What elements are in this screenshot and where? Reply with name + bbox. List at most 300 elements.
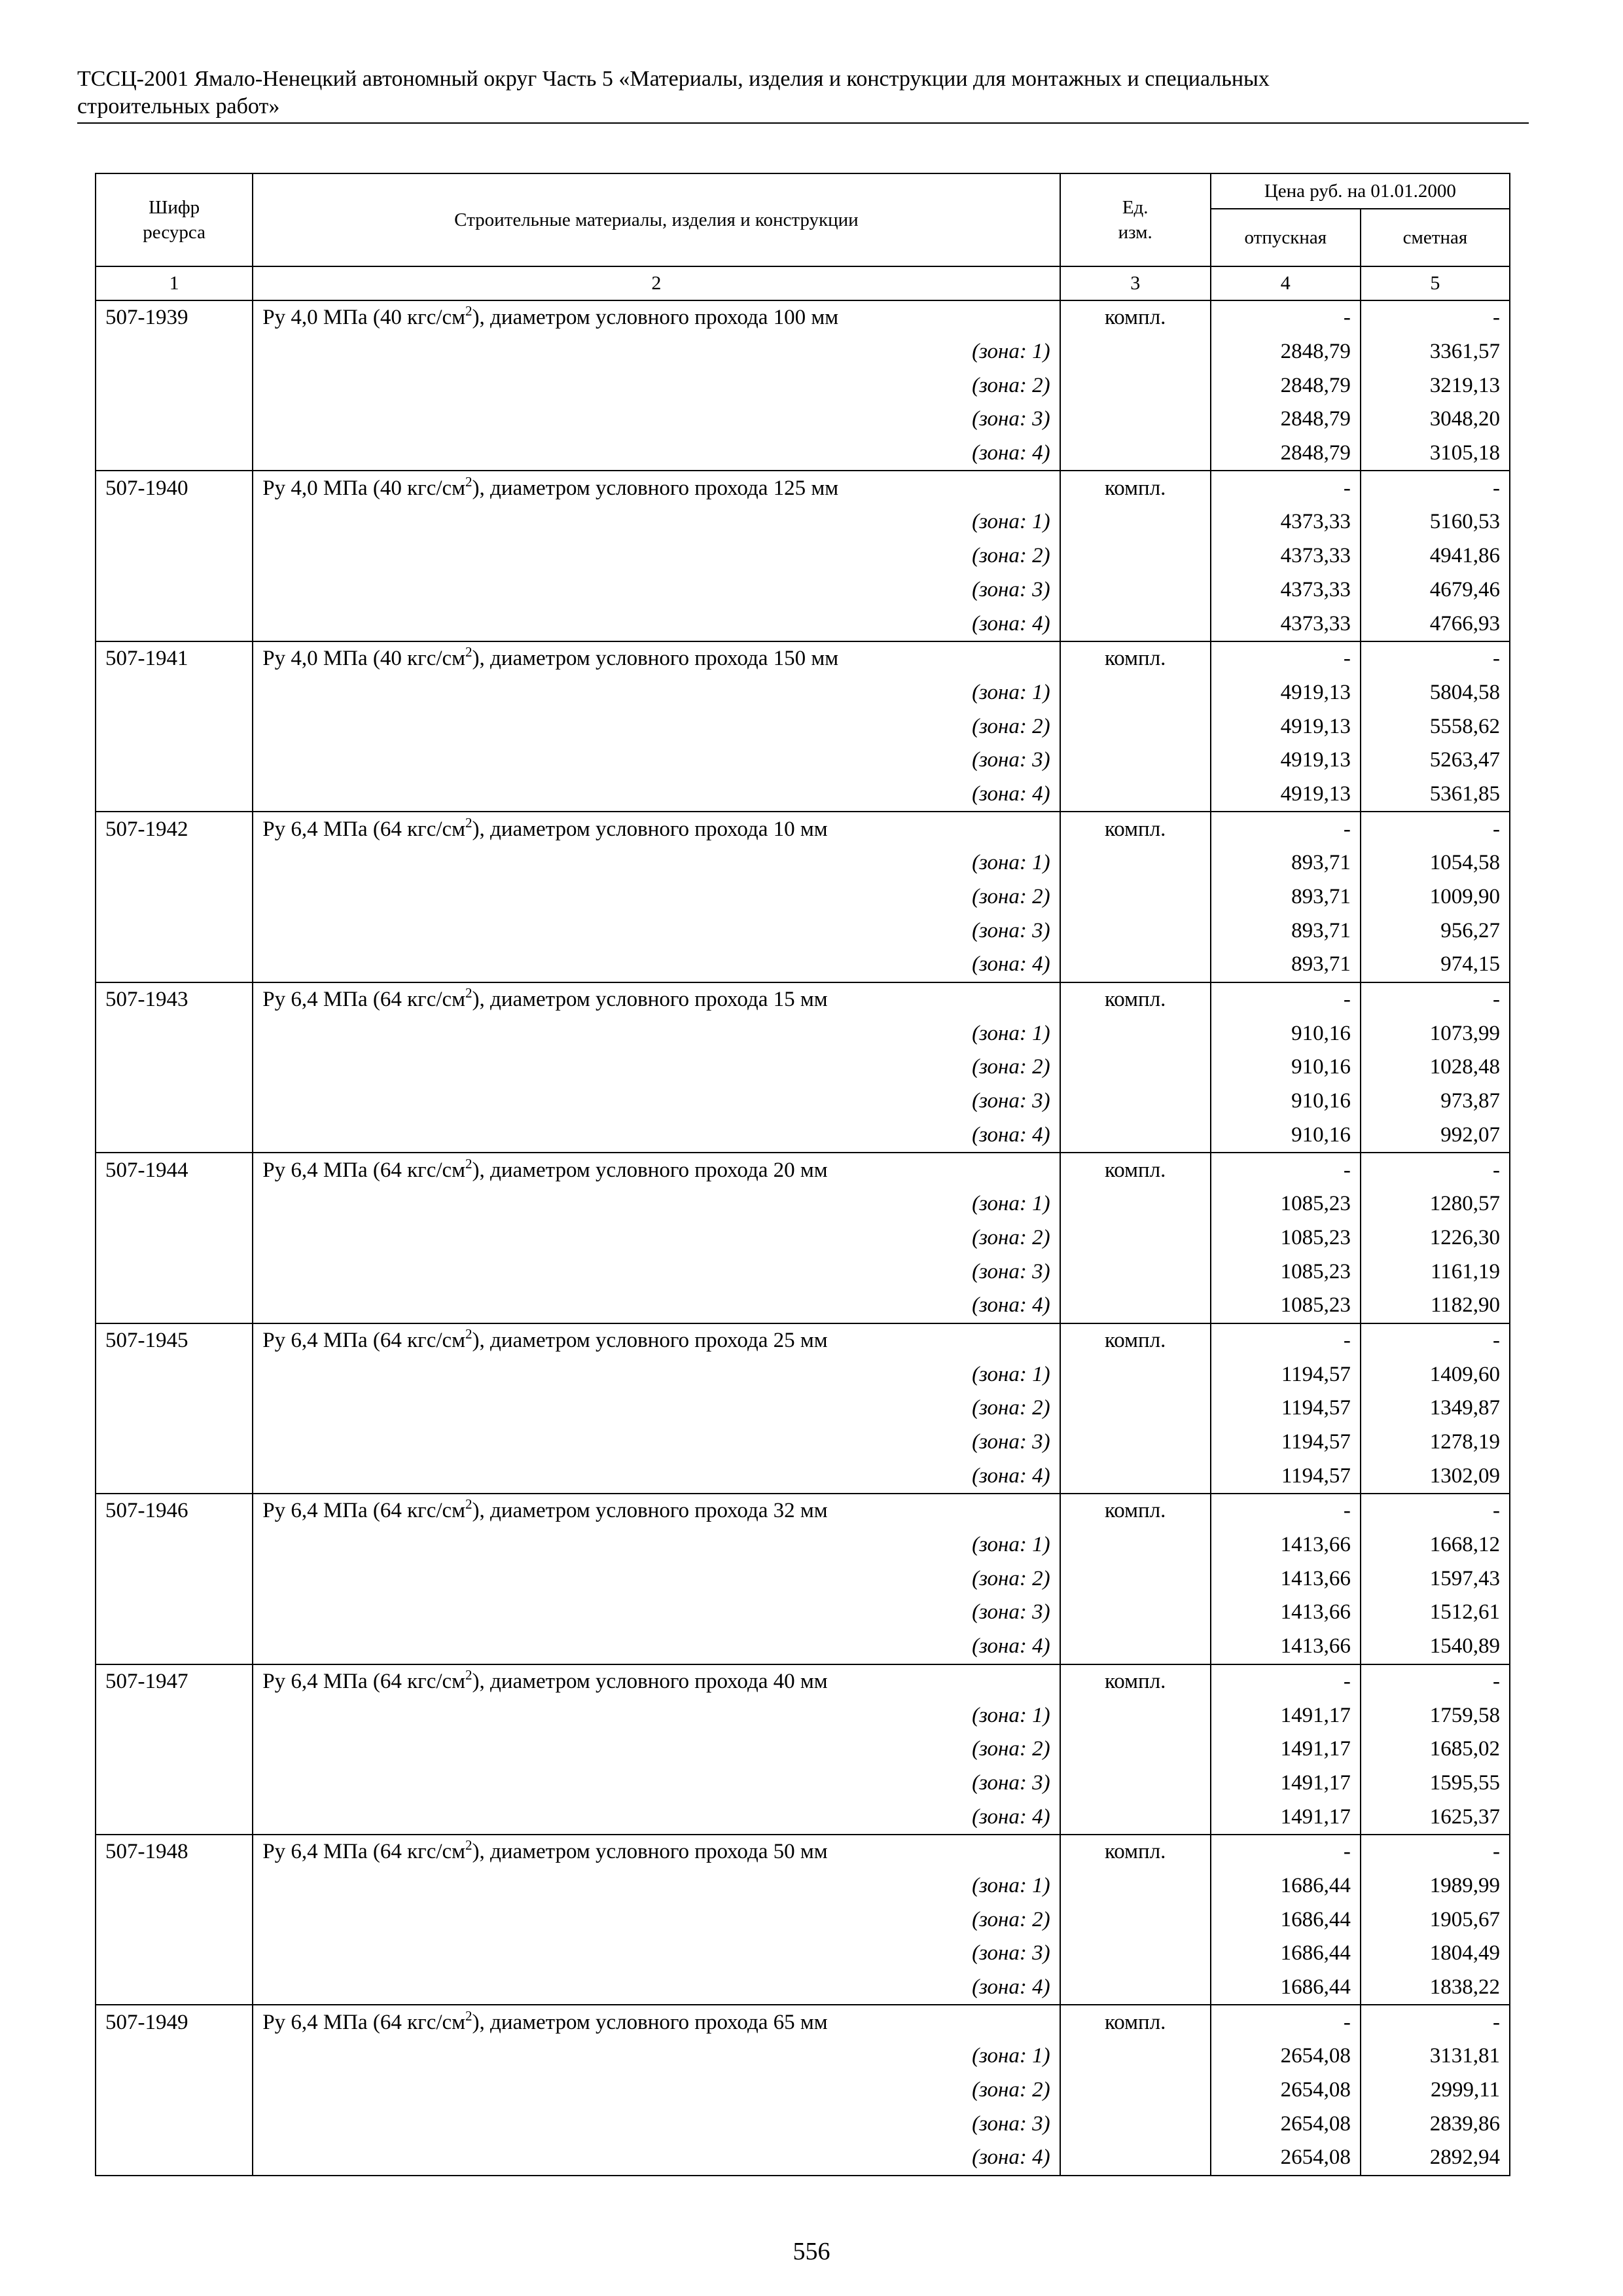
release-price: 1085,23: [1211, 1255, 1361, 1289]
description-prefix: Ру 4,0 МПа (40 кгс/см: [262, 476, 466, 500]
resource-code: 507-1940: [96, 471, 253, 505]
table-row: [96, 2107, 1510, 2141]
table-row: [96, 573, 1510, 607]
table-row: [96, 948, 1510, 982]
table-row: [96, 335, 1510, 369]
zone-label: (зона: 1): [253, 676, 1060, 710]
estimate-price: 1804,49: [1361, 1937, 1510, 1971]
release-price: -: [1211, 1494, 1361, 1528]
estimate-price: 1349,87: [1361, 1391, 1510, 1426]
resource-code-empty: [96, 1426, 253, 1460]
col-number: 5: [1361, 266, 1510, 300]
header-line-1: ТССЦ-2001 Ямало-Ненецкий автономный округ Часть 5 «Материалы, изделия и конструкции для монтажных и специальных: [77, 67, 1270, 91]
unit-empty: [1060, 1426, 1211, 1460]
estimate-price: 5558,62: [1361, 709, 1510, 744]
unit-empty: [1060, 846, 1211, 880]
table-row: [96, 505, 1510, 539]
unit-of-measure: компл.: [1060, 641, 1211, 676]
zone-label: (зона: 3): [253, 1596, 1060, 1630]
unit-empty: [1060, 1800, 1211, 1835]
unit-empty: [1060, 1528, 1211, 1562]
table-row: [96, 1800, 1510, 1835]
zone-label: (зона: 1): [253, 2039, 1060, 2073]
table-row: [96, 1835, 1510, 1869]
resource-code-empty: [96, 1187, 253, 1221]
release-price: 2654,08: [1211, 2039, 1361, 2073]
resource-code-empty: [96, 1732, 253, 1767]
resource-code-empty: [96, 1357, 253, 1391]
release-price: -: [1211, 641, 1361, 676]
description-superscript: 2: [465, 1325, 473, 1342]
unit-empty: [1060, 1903, 1211, 1937]
description-superscript: 2: [465, 644, 473, 660]
table-row: [96, 607, 1510, 641]
resource-code-empty: [96, 1869, 253, 1903]
table-row: [96, 1255, 1510, 1289]
estimate-price: 1054,58: [1361, 846, 1510, 880]
estimate-price: 1182,90: [1361, 1289, 1510, 1323]
description-prefix: Ру 6,4 МПа (64 кгс/см: [262, 1328, 466, 1352]
table-row: [96, 2141, 1510, 2176]
resource-code-empty: [96, 1289, 253, 1323]
material-description: [253, 471, 1060, 505]
table-row: [96, 1664, 1510, 1699]
table-row: [96, 1562, 1510, 1596]
unit-empty: [1060, 1187, 1211, 1221]
zone-label: (зона: 2): [253, 368, 1060, 403]
release-price: 4919,13: [1211, 778, 1361, 812]
estimate-price: 1625,37: [1361, 1800, 1510, 1835]
unit-empty: [1060, 1971, 1211, 2005]
col-number: 1: [96, 266, 253, 300]
unit-empty: [1060, 880, 1211, 914]
zone-label: (зона: 2): [253, 1050, 1060, 1085]
table-row: [96, 1767, 1510, 1801]
zone-label: (зона: 2): [253, 1562, 1060, 1596]
resource-code-empty: [96, 676, 253, 710]
resource-code-empty: [96, 403, 253, 437]
release-price: 1491,17: [1211, 1800, 1361, 1835]
table-row: [96, 744, 1510, 778]
material-description: [253, 812, 1060, 846]
resource-code-empty: [96, 2039, 253, 2073]
release-price: 2848,79: [1211, 368, 1361, 403]
description-suffix: ), диаметром условного прохода 32 мм: [472, 1499, 828, 1523]
release-price: 1194,57: [1211, 1357, 1361, 1391]
estimate-price: 1685,02: [1361, 1732, 1510, 1767]
material-description: [253, 641, 1060, 676]
estimate-price: -: [1361, 982, 1510, 1017]
description-prefix: Ру 6,4 МПа (64 кгс/см: [262, 1499, 466, 1523]
zone-label: (зона: 4): [253, 1119, 1060, 1153]
resource-code-empty: [96, 1767, 253, 1801]
estimate-price: 1226,30: [1361, 1221, 1510, 1255]
material-description: [253, 982, 1060, 1017]
table-row: [96, 1903, 1510, 1937]
release-price: 1085,23: [1211, 1221, 1361, 1255]
estimate-price: 1597,43: [1361, 1562, 1510, 1596]
zone-label: (зона: 3): [253, 1767, 1060, 1801]
zone-label: (зона: 1): [253, 1698, 1060, 1732]
table-row: [96, 403, 1510, 437]
zone-label: (зона: 2): [253, 1391, 1060, 1426]
zone-label: (зона: 4): [253, 778, 1060, 812]
resource-code-empty: [96, 1255, 253, 1289]
estimate-price: -: [1361, 300, 1510, 335]
resource-code-empty: [96, 1221, 253, 1255]
zone-label: (зона: 1): [253, 505, 1060, 539]
unit-empty: [1060, 1698, 1211, 1732]
unit-empty: [1060, 539, 1211, 573]
resource-code-empty: [96, 505, 253, 539]
estimate-price: 1028,48: [1361, 1050, 1510, 1085]
table-row: [96, 846, 1510, 880]
table-row: [96, 1596, 1510, 1630]
release-price: 4373,33: [1211, 539, 1361, 573]
resource-code-empty: [96, 1528, 253, 1562]
unit-of-measure: компл.: [1060, 1494, 1211, 1528]
release-price: 1686,44: [1211, 1971, 1361, 2005]
description-suffix: ), диаметром условного прохода 20 мм: [472, 1158, 828, 1182]
document-header: [77, 65, 1517, 120]
zone-label: (зона: 3): [253, 914, 1060, 948]
resource-code-empty: [96, 1630, 253, 1664]
description-prefix: Ру 4,0 МПа (40 кгс/см: [262, 306, 466, 330]
release-price: 1085,23: [1211, 1289, 1361, 1323]
resource-code-empty: [96, 2073, 253, 2108]
estimate-price: 1161,19: [1361, 1255, 1510, 1289]
estimate-price: 5361,85: [1361, 778, 1510, 812]
resource-code-empty: [96, 1800, 253, 1835]
resource-code-empty: [96, 846, 253, 880]
release-price: 1491,17: [1211, 1767, 1361, 1801]
unit-of-measure: компл.: [1060, 2005, 1211, 2039]
release-price: 910,16: [1211, 1050, 1361, 1085]
unit-empty: [1060, 1869, 1211, 1903]
zone-label: (зона: 3): [253, 744, 1060, 778]
release-price: -: [1211, 1664, 1361, 1699]
unit-empty: [1060, 1767, 1211, 1801]
release-price: 1686,44: [1211, 1903, 1361, 1937]
zone-label: (зона: 3): [253, 1426, 1060, 1460]
unit-empty: [1060, 1562, 1211, 1596]
unit-empty: [1060, 368, 1211, 403]
release-price: 1413,66: [1211, 1562, 1361, 1596]
estimate-price: 1409,60: [1361, 1357, 1510, 1391]
release-price: 910,16: [1211, 1119, 1361, 1153]
resource-code-empty: [96, 2107, 253, 2141]
table-row: [96, 2005, 1510, 2039]
zone-label: (зона: 3): [253, 2107, 1060, 2141]
unit-of-measure: компл.: [1060, 300, 1211, 335]
unit-of-measure: компл.: [1060, 1153, 1211, 1187]
table-row: [96, 1971, 1510, 2005]
table-row: [96, 1357, 1510, 1391]
release-price: -: [1211, 1835, 1361, 1869]
release-price: -: [1211, 471, 1361, 505]
table-row: [96, 1187, 1510, 1221]
zone-label: (зона: 4): [253, 437, 1060, 471]
estimate-price: 4766,93: [1361, 607, 1510, 641]
release-price: 1413,66: [1211, 1528, 1361, 1562]
table-row: [96, 1153, 1510, 1187]
table-row: [96, 1085, 1510, 1119]
release-price: 4373,33: [1211, 573, 1361, 607]
estimate-price: 1989,99: [1361, 1869, 1510, 1903]
description-suffix: ), диаметром условного прохода 50 мм: [472, 1840, 828, 1864]
estimate-price: 956,27: [1361, 914, 1510, 948]
estimate-price: 2892,94: [1361, 2141, 1510, 2176]
release-price: 4919,13: [1211, 676, 1361, 710]
unit-empty: [1060, 914, 1211, 948]
release-price: 4919,13: [1211, 709, 1361, 744]
material-description: [253, 1153, 1060, 1187]
table-row: [96, 1050, 1510, 1085]
material-description: [253, 1323, 1060, 1358]
resource-code: 507-1943: [96, 982, 253, 1017]
release-price: 4373,33: [1211, 607, 1361, 641]
table-row: [96, 368, 1510, 403]
zone-label: (зона: 4): [253, 1800, 1060, 1835]
table-row: [96, 641, 1510, 676]
unit-empty: [1060, 1937, 1211, 1971]
zone-label: (зона: 2): [253, 709, 1060, 744]
description-suffix: ), диаметром условного прохода 65 мм: [472, 2010, 828, 2034]
estimate-price: 1278,19: [1361, 1426, 1510, 1460]
zone-label: (зона: 2): [253, 539, 1060, 573]
zone-label: (зона: 4): [253, 1971, 1060, 2005]
zone-label: (зона: 4): [253, 2141, 1060, 2176]
zone-label: (зона: 1): [253, 1187, 1060, 1221]
release-price: 1194,57: [1211, 1391, 1361, 1426]
resource-code-empty: [96, 1698, 253, 1732]
material-description: [253, 1494, 1060, 1528]
release-price: -: [1211, 812, 1361, 846]
table-row: [96, 2073, 1510, 2108]
description-superscript: 2: [465, 1837, 473, 1854]
resource-code-empty: [96, 1971, 253, 2005]
unit-empty: [1060, 2039, 1211, 2073]
release-price: 1491,17: [1211, 1698, 1361, 1732]
unit-empty: [1060, 505, 1211, 539]
unit-empty: [1060, 403, 1211, 437]
material-description: [253, 2005, 1060, 2039]
resource-code-empty: [96, 573, 253, 607]
resource-code-empty: [96, 1562, 253, 1596]
unit-of-measure: компл.: [1060, 812, 1211, 846]
col-header-name: Строительные материалы, изделия и конструкции: [253, 173, 1060, 266]
zone-label: (зона: 2): [253, 1903, 1060, 1937]
unit-empty: [1060, 437, 1211, 471]
estimate-price: -: [1361, 812, 1510, 846]
unit-empty: [1060, 573, 1211, 607]
release-price: 1413,66: [1211, 1596, 1361, 1630]
estimate-price: 3131,81: [1361, 2039, 1510, 2073]
unit-of-measure: компл.: [1060, 1323, 1211, 1358]
table-row: [96, 1016, 1510, 1050]
description-superscript: 2: [465, 473, 473, 490]
table-header: [96, 173, 1510, 300]
resource-code: 507-1946: [96, 1494, 253, 1528]
estimate-price: -: [1361, 1323, 1510, 1358]
table-row: [96, 1937, 1510, 1971]
estimate-price: 1759,58: [1361, 1698, 1510, 1732]
resource-code-empty: [96, 1903, 253, 1937]
description-prefix: Ру 6,4 МПа (64 кгс/см: [262, 1669, 466, 1693]
estimate-price: 1280,57: [1361, 1187, 1510, 1221]
table-row: [96, 1528, 1510, 1562]
zone-label: (зона: 1): [253, 335, 1060, 369]
unit-of-measure: компл.: [1060, 1835, 1211, 1869]
resource-code: 507-1941: [96, 641, 253, 676]
release-price: -: [1211, 1323, 1361, 1358]
table-row: [96, 1323, 1510, 1358]
estimate-price: 4941,86: [1361, 539, 1510, 573]
description-suffix: ), диаметром условного прохода 10 мм: [472, 817, 828, 841]
release-price: 1491,17: [1211, 1732, 1361, 1767]
release-price: 893,71: [1211, 846, 1361, 880]
estimate-price: -: [1361, 1153, 1510, 1187]
unit-empty: [1060, 1016, 1211, 1050]
release-price: 910,16: [1211, 1016, 1361, 1050]
col-header-code: [96, 173, 253, 266]
table-row: [96, 914, 1510, 948]
description-superscript: 2: [465, 985, 473, 1001]
estimate-price: 1668,12: [1361, 1528, 1510, 1562]
resource-code: 507-1947: [96, 1664, 253, 1699]
release-price: 910,16: [1211, 1085, 1361, 1119]
release-price: 2848,79: [1211, 437, 1361, 471]
description-suffix: ), диаметром условного прохода 15 мм: [472, 988, 828, 1012]
col-header-estimate: сметная: [1361, 209, 1510, 266]
resource-code-empty: [96, 744, 253, 778]
resource-code: 507-1949: [96, 2005, 253, 2039]
table-row: [96, 1426, 1510, 1460]
release-price: 2654,08: [1211, 2073, 1361, 2108]
description-superscript: 2: [465, 814, 473, 831]
table-row: [96, 471, 1510, 505]
resource-code-empty: [96, 1119, 253, 1153]
zone-label: (зона: 3): [253, 1937, 1060, 1971]
release-price: 1686,44: [1211, 1937, 1361, 1971]
table-row: [96, 982, 1510, 1017]
estimate-price: 3105,18: [1361, 437, 1510, 471]
estimate-price: -: [1361, 1664, 1510, 1699]
unit-empty: [1060, 709, 1211, 744]
unit-empty: [1060, 1050, 1211, 1085]
table-row: [96, 880, 1510, 914]
resource-code: 507-1948: [96, 1835, 253, 1869]
resource-code: 507-1939: [96, 300, 253, 335]
unit-empty: [1060, 2107, 1211, 2141]
table-row: [96, 1869, 1510, 1903]
table-row: [96, 676, 1510, 710]
estimate-price: 1009,90: [1361, 880, 1510, 914]
unit-empty: [1060, 335, 1211, 369]
estimate-price: 4679,46: [1361, 573, 1510, 607]
header-divider: [77, 122, 1529, 124]
release-price: -: [1211, 982, 1361, 1017]
col-header-code-line2: ресурса: [143, 222, 205, 243]
unit-empty: [1060, 744, 1211, 778]
zone-label: (зона: 3): [253, 573, 1060, 607]
zone-label: (зона: 1): [253, 1357, 1060, 1391]
resource-code-empty: [96, 709, 253, 744]
unit-empty: [1060, 1596, 1211, 1630]
estimate-price: 5160,53: [1361, 505, 1510, 539]
description-prefix: Ру 6,4 МПа (64 кгс/см: [262, 817, 466, 841]
table-row: [96, 1119, 1510, 1153]
zone-label: (зона: 2): [253, 1221, 1060, 1255]
description-superscript: 2: [465, 2007, 473, 2024]
resource-code-empty: [96, 368, 253, 403]
table-row: [96, 1459, 1510, 1494]
estimate-price: 992,07: [1361, 1119, 1510, 1153]
resource-code: 507-1945: [96, 1323, 253, 1358]
release-price: 893,71: [1211, 948, 1361, 982]
column-number-row: [96, 266, 1510, 300]
table-row: [96, 300, 1510, 335]
resource-code-empty: [96, 335, 253, 369]
unit-empty: [1060, 1391, 1211, 1426]
estimate-price: 1838,22: [1361, 1971, 1510, 2005]
resource-code-empty: [96, 1596, 253, 1630]
release-price: 2654,08: [1211, 2107, 1361, 2141]
estimate-price: 1073,99: [1361, 1016, 1510, 1050]
resource-code-empty: [96, 1016, 253, 1050]
estimate-price: -: [1361, 2005, 1510, 2039]
resource-code-empty: [96, 1937, 253, 1971]
release-price: 4919,13: [1211, 744, 1361, 778]
resource-code-empty: [96, 1459, 253, 1494]
table-row: [96, 1732, 1510, 1767]
resource-code-empty: [96, 539, 253, 573]
zone-label: (зона: 1): [253, 1016, 1060, 1050]
description-superscript: 2: [465, 1155, 473, 1172]
description-suffix: ), диаметром условного прохода 40 мм: [472, 1669, 828, 1693]
col-number: 4: [1211, 266, 1361, 300]
unit-empty: [1060, 2141, 1211, 2176]
estimate-price: 5804,58: [1361, 676, 1510, 710]
resource-code-empty: [96, 2141, 253, 2176]
table-row: [96, 1391, 1510, 1426]
estimate-price: 2999,11: [1361, 2073, 1510, 2108]
col-header-unit-line1: Ед.: [1122, 197, 1149, 218]
unit-empty: [1060, 1255, 1211, 1289]
col-header-price-group: Цена руб. на 01.01.2000: [1211, 173, 1510, 209]
description-prefix: Ру 6,4 МПа (64 кгс/см: [262, 988, 466, 1012]
estimate-price: 1302,09: [1361, 1459, 1510, 1494]
unit-of-measure: компл.: [1060, 1664, 1211, 1699]
col-header-release: отпускная: [1211, 209, 1361, 266]
table-row: [96, 1221, 1510, 1255]
table-row: [96, 709, 1510, 744]
description-superscript: 2: [465, 1496, 473, 1513]
unit-empty: [1060, 676, 1211, 710]
resource-code-empty: [96, 1050, 253, 1085]
unit-empty: [1060, 778, 1211, 812]
estimate-price: -: [1361, 1494, 1510, 1528]
material-description: [253, 1664, 1060, 1699]
table-row: [96, 2039, 1510, 2073]
estimate-price: 3361,57: [1361, 335, 1510, 369]
zone-label: (зона: 3): [253, 403, 1060, 437]
zone-label: (зона: 1): [253, 1869, 1060, 1903]
zone-label: (зона: 2): [253, 2073, 1060, 2108]
estimate-price: 5263,47: [1361, 744, 1510, 778]
zone-label: (зона: 4): [253, 1459, 1060, 1494]
release-price: 893,71: [1211, 880, 1361, 914]
